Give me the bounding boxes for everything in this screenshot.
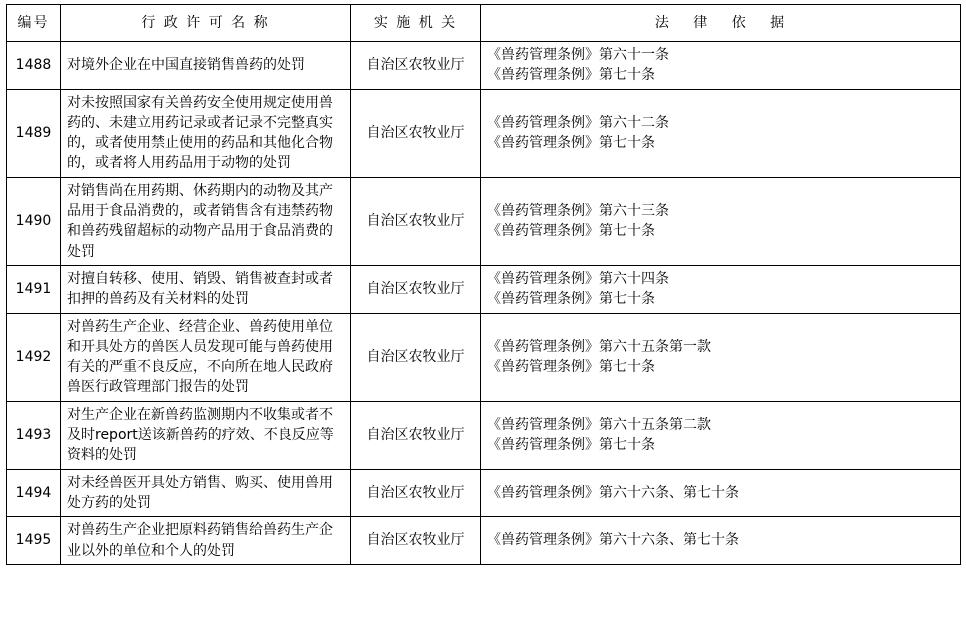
- header-agency: 实 施 机 关: [351, 5, 481, 42]
- cell-agency: 自治区农牧业厅: [351, 89, 481, 177]
- basis-line: 《兽药管理条例》第六十二条: [487, 114, 669, 131]
- basis-line: 《兽药管理条例》第六十三条: [487, 203, 669, 220]
- cell-name: 对兽药生产企业把原料药销售给兽药生产企业以外的单位和个人的处罚: [61, 517, 351, 565]
- table-body: [7, 42, 961, 565]
- cell-basis: [481, 469, 961, 517]
- cell-agency: 自治区农牧业厅: [351, 401, 481, 469]
- cell-number: 1492: [7, 313, 61, 401]
- cell-basis: [481, 177, 961, 265]
- basis-line: 《兽药管理条例》第七十条: [487, 291, 655, 308]
- basis-line: 《兽药管理条例》第六十五条第一款: [487, 338, 711, 355]
- cell-agency: 自治区农牧业厅: [351, 469, 481, 517]
- cell-name: 对未经兽医开具处方销售、购买、使用兽用处方药的处罚: [61, 469, 351, 517]
- cell-name: 对销售尚在用药期、休药期内的动物及其产品用于食品消费的，或者销售含有违禁药物和兽药残留超标的动物产品用于食品消费的处罚: [61, 177, 351, 265]
- cell-number: 1494: [7, 469, 61, 517]
- table-header: [7, 5, 961, 42]
- administrative-permit-table: [6, 4, 961, 565]
- basis-line: 《兽药管理条例》第七十条: [487, 135, 655, 152]
- cell-basis: [481, 401, 961, 469]
- cell-number: 1495: [7, 517, 61, 565]
- table-row: [7, 265, 961, 313]
- table-row: [7, 89, 961, 177]
- cell-agency: 自治区农牧业厅: [351, 42, 481, 90]
- basis-line: 《兽药管理条例》第六十一条: [487, 47, 669, 63]
- cell-number: 1490: [7, 177, 61, 265]
- cell-number: 1488: [7, 42, 61, 90]
- basis-line: 《兽药管理条例》第七十条: [487, 359, 655, 376]
- basis-line: 《兽药管理条例》第六十四条: [487, 270, 669, 287]
- cell-basis: [481, 89, 961, 177]
- cell-name: 对擅自转移、使用、销毁、销售被查封或者扣押的兽药及有关材料的处罚: [61, 265, 351, 313]
- cell-basis: [481, 42, 961, 90]
- basis-line: 《兽药管理条例》第七十条: [487, 223, 655, 240]
- cell-number: 1491: [7, 265, 61, 313]
- cell-number: 1493: [7, 401, 61, 469]
- basis-line: 《兽药管理条例》第六十五条第二款: [487, 416, 711, 433]
- cell-name: 对未按照国家有关兽药安全使用规定使用兽药的、未建立用药记录或者记录不完整真实的，或者使用禁止使用的药品和其他化合物的，或者将人用药品用于动物的处罚: [61, 89, 351, 177]
- header-name: 行 政 许 可 名 称: [61, 5, 351, 42]
- cell-agency: 自治区农牧业厅: [351, 265, 481, 313]
- cell-basis: [481, 517, 961, 565]
- basis-line: 《兽药管理条例》第六十六条、第七十条: [487, 484, 739, 501]
- table-row: [7, 42, 961, 90]
- cell-name: 对兽药生产企业、经营企业、兽药使用单位和开具处方的兽医人员发现可能与兽药使用有关的严重不良反应，不向所在地人民政府兽医行政管理部门报告的处罚: [61, 313, 351, 401]
- cell-basis: [481, 265, 961, 313]
- cell-name: 对生产企业在新兽药监测期内不收集或者不及时report送该新兽药的疗效、不良反应等资料的处罚: [61, 401, 351, 469]
- table-row: [7, 313, 961, 401]
- basis-line: 《兽药管理条例》第七十条: [487, 437, 655, 454]
- header-number: 编号: [7, 5, 61, 42]
- header-basis: 法 律 依 据: [481, 5, 961, 42]
- cell-agency: 自治区农牧业厅: [351, 313, 481, 401]
- table-row: [7, 401, 961, 469]
- cell-number: 1489: [7, 89, 61, 177]
- basis-line: 《兽药管理条例》第七十条: [487, 67, 655, 84]
- table-row: [7, 469, 961, 517]
- cell-agency: 自治区农牧业厅: [351, 177, 481, 265]
- cell-name: 对境外企业在中国直接销售兽药的处罚: [61, 42, 351, 90]
- cell-agency: 自治区农牧业厅: [351, 517, 481, 565]
- cell-basis: [481, 313, 961, 401]
- table-row: [7, 517, 961, 565]
- header-row: [7, 5, 961, 42]
- table-row: [7, 177, 961, 265]
- basis-line: 《兽药管理条例》第六十六条、第七十条: [487, 532, 739, 549]
